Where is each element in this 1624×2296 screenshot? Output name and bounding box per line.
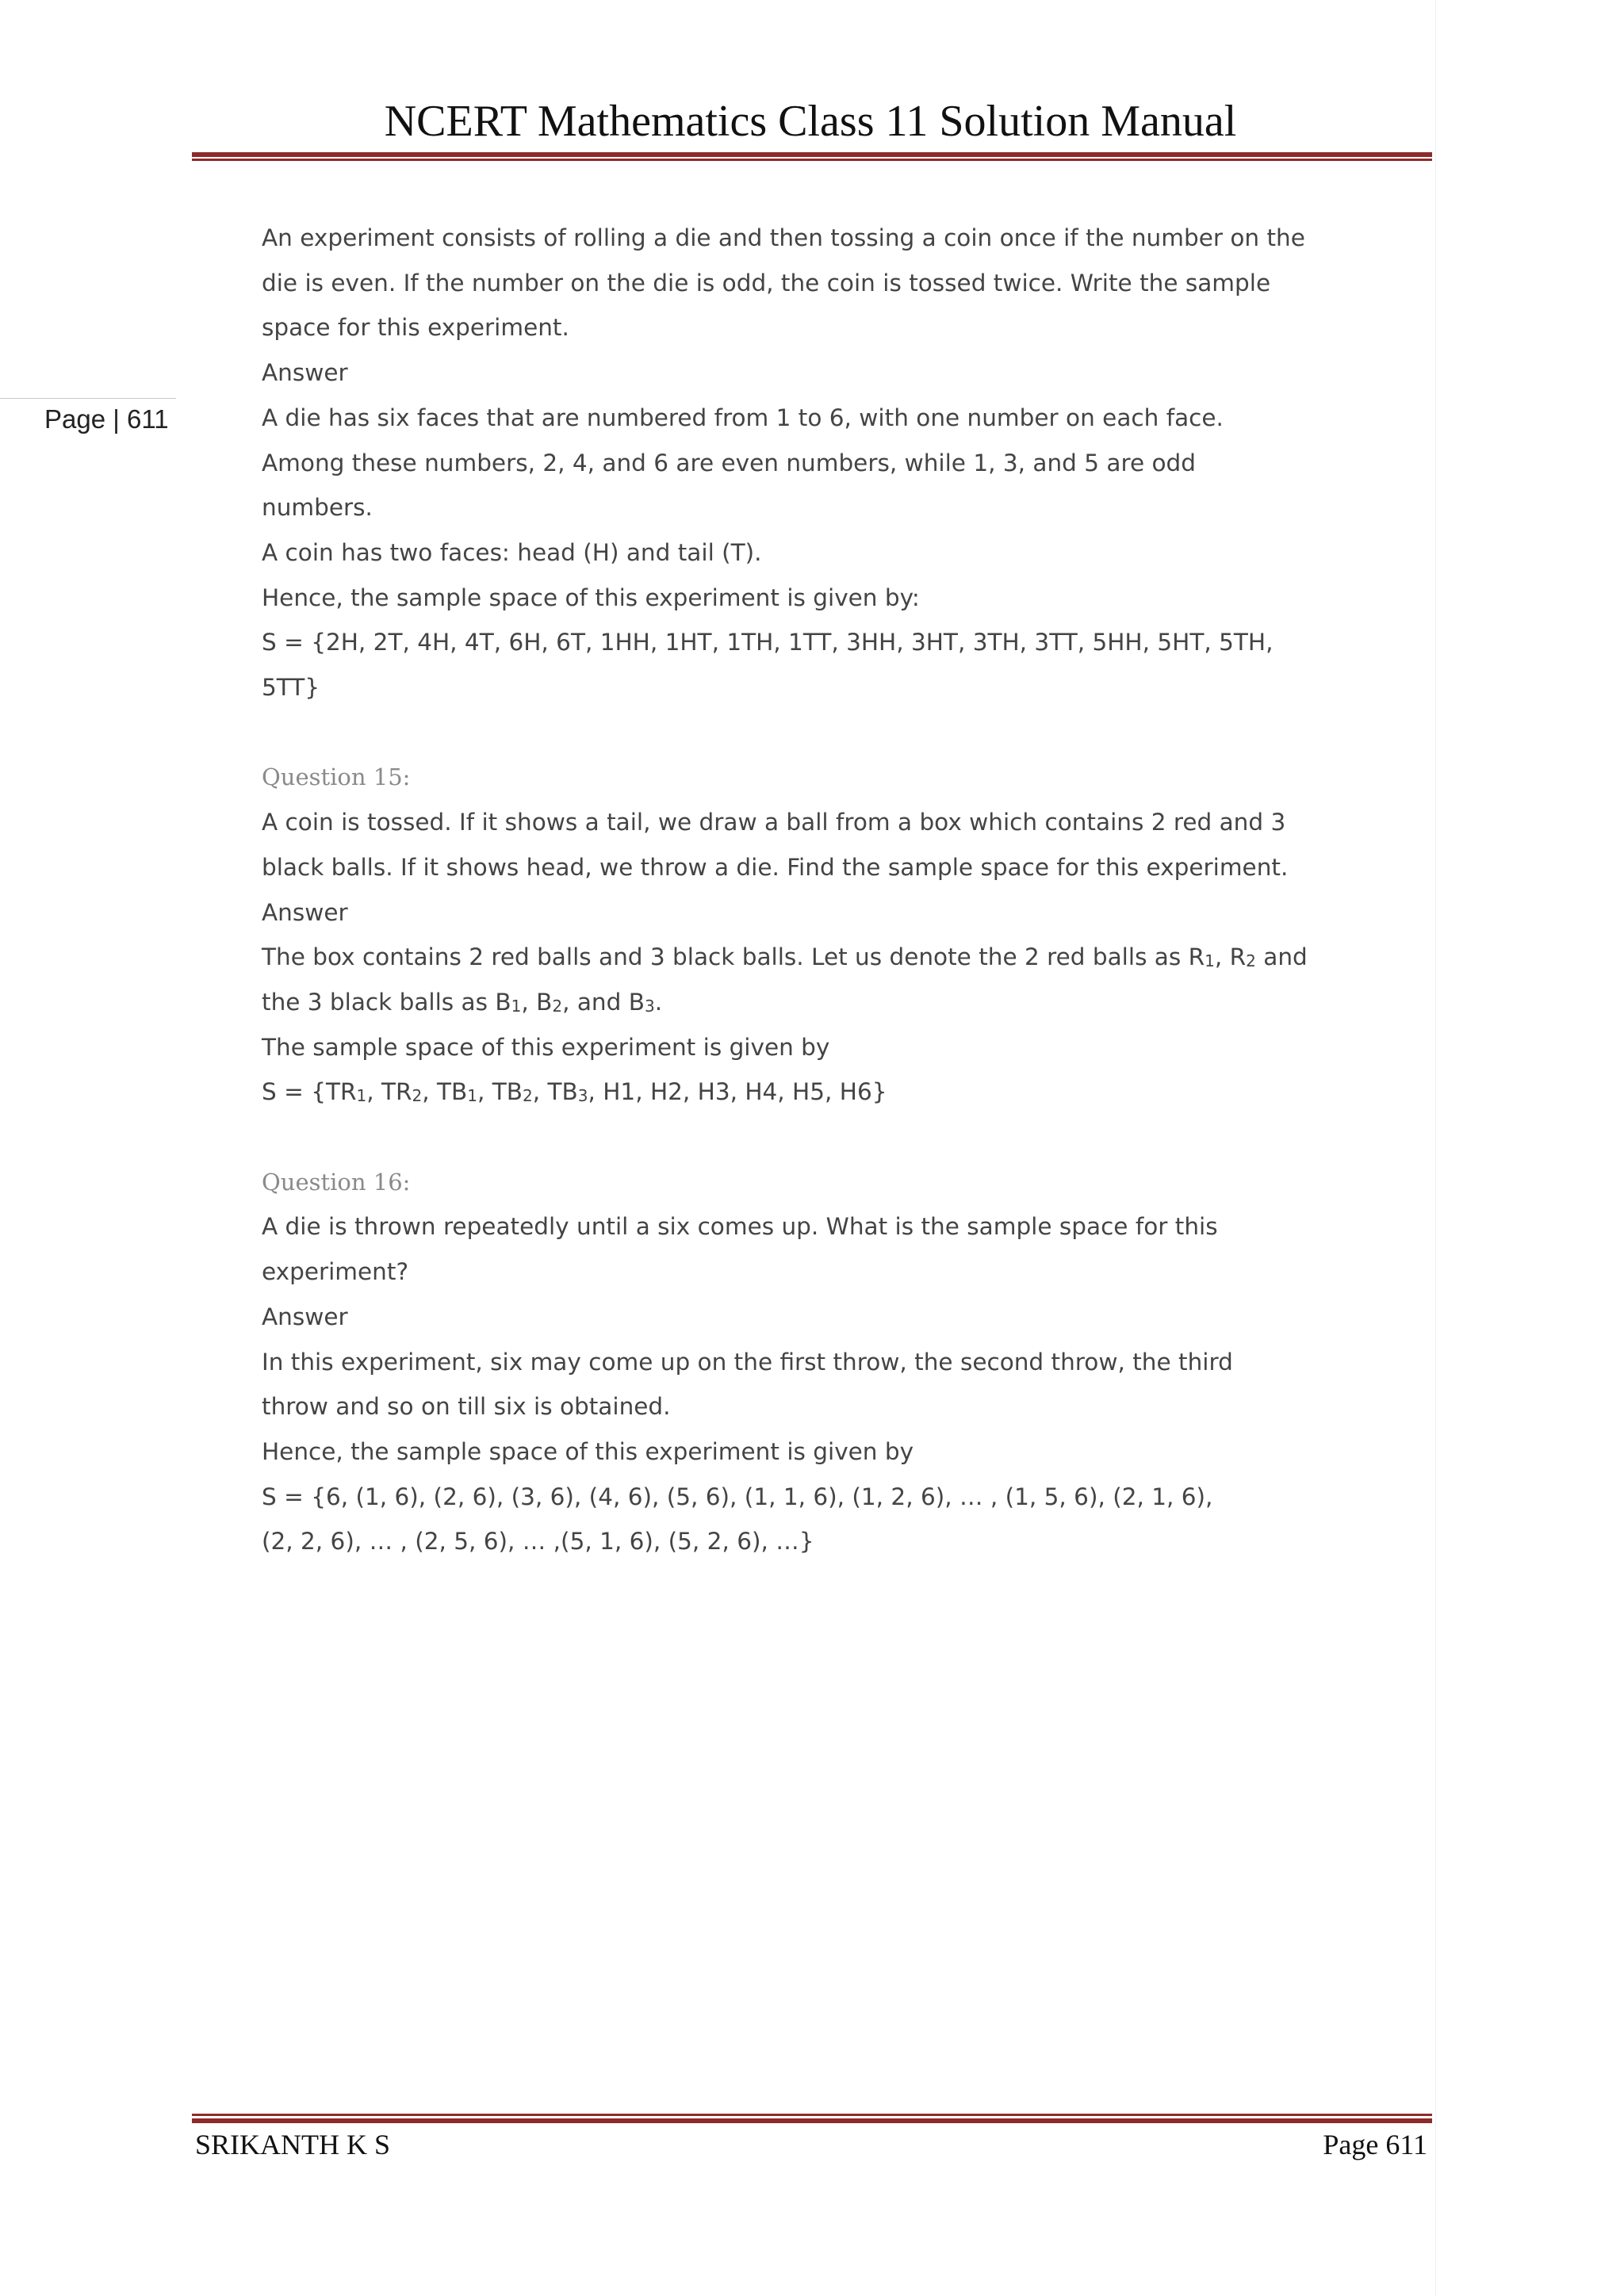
q14-sample-space: S = {2H, 2T, 4H, 4T, 6H, 6T, 1HH, 1HT, 1TH, 1TT, 3HH, 3HT, 3TH, 3TT, 5HH, 5HT, 5TH,: [262, 629, 1274, 656]
spacer: [262, 710, 1435, 756]
q14-answer-line: A die has six faces that are numbered from 1 to 6, with one number on each face.: [262, 404, 1224, 431]
side-divider: [0, 398, 176, 399]
q16-sample-space: S = {6, (1, 6), (2, 6), (3, 6), (4, 6), (5, 6), (1, 1, 6), (1, 2, 6), … , (1, 5, 6), (2, 1, 6),: [262, 1483, 1213, 1510]
q15-answer-line: The box contains 2 red balls and 3 black balls. Let us denote the 2 red balls as $R_1$, $R_2$ and: [262, 943, 1308, 971]
q16-sample-space: (2, 2, 6), … , (2, 5, 6), … ,(5, 1, 6), (5, 2, 6), …}: [262, 1528, 814, 1556]
page-edge-line: [1435, 0, 1436, 2296]
footer-rule-thick: [192, 2118, 1432, 2123]
q16-answer-line: Hence, the sample space of this experiment is given by: [262, 1437, 914, 1465]
header-rule-thick: [192, 152, 1432, 157]
q14-answer-line: numbers.: [262, 494, 373, 522]
q14-answer-label: Answer: [262, 359, 348, 387]
footer-rule-thin: [192, 2114, 1432, 2116]
q15-question-line: A coin is tossed. If it shows a tail, we draw a ball from a box which contains 2 red and 3: [262, 809, 1286, 836]
spacer: [262, 1115, 1435, 1160]
q16-answer-line: throw and so on till six is obtained.: [262, 1393, 671, 1421]
q14-question-line: space for this experiment.: [262, 314, 569, 342]
q15-answer-line: the 3 black balls as $B_1$, $B_2$, and $B_3$.: [262, 988, 663, 1016]
q14-answer-line: Hence, the sample space of this experiment is given by:: [262, 584, 920, 611]
q16-answer-label: Answer: [262, 1303, 348, 1330]
q16-question-line: experiment?: [262, 1258, 409, 1286]
q15-answer-line: The sample space of this experiment is given by: [262, 1033, 830, 1061]
page-header-title: NCERT Mathematics Class 11 Solution Manual: [384, 97, 1237, 146]
q15-answer-label: Answer: [262, 898, 348, 926]
footer-page-number: Page 611: [1323, 2129, 1427, 2160]
q14-question-line: An experiment consists of rolling a die and then tossing a coin once if the number on the: [262, 224, 1305, 251]
q14-answer-line: Among these numbers, 2, 4, and 6 are even numbers, while 1, 3, and 5 are odd: [262, 449, 1196, 476]
question-16-heading: Question 16:: [262, 1168, 411, 1196]
q14-answer-line: A coin has two faces: head (H) and tail (T).: [262, 538, 762, 566]
q16-answer-line: In this experiment, six may come up on the first throw, the second throw, the third: [262, 1348, 1233, 1376]
q15-sample-space: $S = \{TR_1$, $TR_2$, $TB_1$, $TB_2$, $TB_3$, H1, H2, H3, H4, H5, H6}: [262, 1078, 887, 1106]
q16-question-line: A die is thrown repeatedly until a six comes up. What is the sample space for this: [262, 1213, 1218, 1241]
q15-question-line: black balls. If it shows head, we throw a die. Find the sample space for this experiment.: [262, 853, 1289, 881]
footer-author: SRIKANTH K S: [195, 2129, 391, 2160]
q14-sample-space: 5TT}: [262, 674, 320, 702]
question-15-heading: Question 15:: [262, 763, 411, 791]
header-rule-thin: [192, 159, 1432, 161]
page-content: [262, 216, 1435, 1564]
q14-question-line: die is even. If the number on the die is odd, the coin is tossed twice. Write the sample: [262, 269, 1271, 297]
side-page-number: Page | 611: [44, 404, 169, 434]
